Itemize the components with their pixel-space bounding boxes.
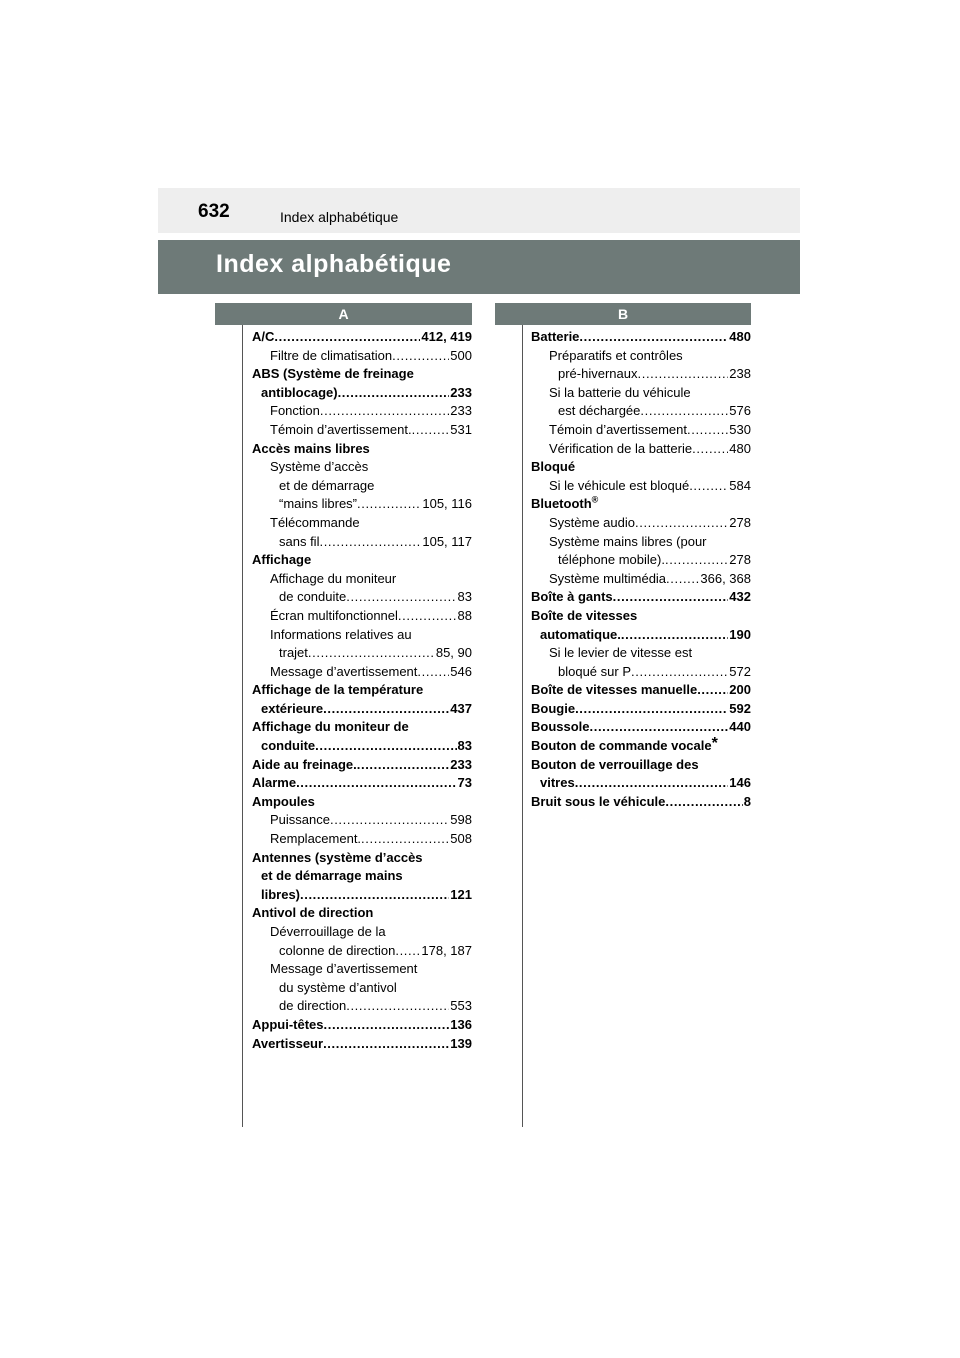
entry-term: Système multimédia [549, 570, 667, 586]
entry-term: Fonction [270, 403, 320, 419]
index-entry [531, 347, 751, 366]
entry-page: 278 [729, 552, 751, 568]
entry-page: 584 [729, 477, 751, 493]
dot-leader [613, 588, 729, 607]
index-entry [531, 328, 751, 347]
index-entry [531, 384, 751, 403]
entry-term: Bruit sous le véhicule [531, 793, 666, 809]
entry-term: Affichage du moniteur de [252, 719, 409, 735]
dot-leader [621, 626, 728, 645]
index-entry [252, 495, 472, 514]
entry-page: 592 [729, 700, 751, 716]
dot-leader [665, 793, 742, 812]
entry-term: de conduite [279, 589, 347, 605]
index-entry [252, 402, 472, 421]
entry-term: Écran multifonctionnel [270, 607, 398, 623]
index-entry [252, 681, 472, 700]
index-entry [531, 570, 751, 589]
entry-term: vitres [540, 775, 575, 791]
index-entry [252, 793, 472, 812]
index-entry [252, 551, 472, 570]
entry-term: bloqué sur P [558, 663, 631, 679]
entry-page: 278 [729, 514, 751, 530]
index-entry [252, 421, 472, 440]
column-divider [522, 325, 523, 1127]
dot-leader [395, 942, 420, 961]
index-entry [531, 607, 751, 626]
entry-page: 83 [457, 738, 472, 754]
entry-page: 200 [729, 682, 751, 698]
dot-leader [330, 811, 449, 830]
entry-page: 598 [450, 812, 472, 828]
entry-term: Bougie [531, 700, 576, 716]
index-entry [531, 644, 751, 663]
index-entry [252, 644, 472, 663]
dot-leader [579, 328, 728, 347]
entry-page: 233 [450, 384, 472, 400]
index-entry [531, 663, 751, 682]
dot-leader [689, 477, 728, 496]
dot-leader [665, 551, 728, 570]
entry-term: Antivol de direction [252, 905, 374, 921]
entry-term: “mains libres” [279, 496, 358, 512]
entry-term: Boîte de vitesses [531, 607, 638, 623]
entry-page: 121 [450, 886, 472, 902]
entry-page: 508 [450, 831, 472, 847]
dot-leader [697, 681, 728, 700]
dot-leader [323, 1035, 449, 1054]
index-column-b [531, 328, 751, 811]
dot-leader [315, 737, 456, 756]
entry-term: Témoin d’avertissement [549, 421, 687, 437]
entry-term: du système d’antivol [279, 979, 397, 995]
dot-leader [692, 440, 728, 459]
index-entry [531, 440, 751, 459]
entry-page: 572 [729, 663, 751, 679]
entry-term: Informations relatives au [270, 626, 412, 642]
index-entry [252, 979, 472, 998]
index-entry [252, 904, 472, 923]
dot-leader [296, 774, 456, 793]
index-entry [531, 774, 751, 793]
index-entry [531, 458, 751, 477]
dot-leader [417, 663, 449, 682]
entry-page: 233 [450, 756, 472, 772]
entry-page: 440 [729, 719, 751, 735]
dot-leader [666, 570, 699, 589]
entry-term: Déverrouillage de la [270, 924, 386, 939]
entry-page: 500 [450, 347, 472, 363]
dot-leader [361, 830, 449, 849]
entry-term: Accès mains libres [252, 440, 370, 456]
index-entry [531, 588, 751, 607]
index-entry [252, 588, 472, 607]
entry-page: 88 [457, 607, 472, 623]
entry-page: 105, 116 [422, 496, 472, 512]
index-entry [531, 793, 751, 812]
entry-term: Bouton de commande vocale* [531, 737, 718, 754]
entry-page: 85, 90 [435, 645, 472, 661]
entry-page: 136 [450, 1016, 472, 1032]
entry-term: Appui-têtes [252, 1016, 324, 1032]
entry-term: Alarme [252, 775, 297, 791]
index-entry [531, 514, 751, 533]
entry-term: Ampoules [252, 793, 315, 809]
entry-page: 233 [450, 403, 472, 419]
entry-term: Témoin d’avertissement. [270, 421, 412, 437]
entry-page: 190 [729, 626, 751, 642]
entry-page: 480 [729, 440, 751, 456]
entry-term: sans fil [279, 533, 320, 549]
index-entry [252, 923, 472, 942]
entry-term: Système mains libres (pour [549, 533, 707, 549]
entry-page: 531 [450, 421, 472, 437]
entry-term: ABS (Système de freinage [252, 366, 414, 382]
index-entry [252, 1016, 472, 1035]
entry-page: 437 [450, 700, 472, 716]
index-entry [252, 1035, 472, 1054]
entry-page: 238 [729, 366, 751, 382]
entry-page: 480 [729, 329, 751, 344]
index-entry [252, 328, 472, 347]
entry-page: 8 [743, 793, 751, 809]
index-entry [252, 347, 472, 366]
dot-leader [398, 607, 457, 626]
index-entry [531, 737, 751, 756]
index-entry [531, 533, 751, 552]
entry-term: Antennes (système d’accès [252, 849, 423, 865]
section-letter-b: B [495, 303, 751, 325]
index-entry [252, 830, 472, 849]
index-column-a [252, 328, 472, 1053]
entry-term: Affichage [252, 552, 312, 568]
column-divider [242, 325, 243, 1127]
index-entry [252, 458, 472, 477]
index-entry [252, 867, 472, 886]
entry-page: 576 [729, 403, 751, 419]
entry-term: Système d’accès [270, 459, 369, 475]
entry-term: est déchargée [558, 403, 641, 419]
dot-leader [635, 514, 728, 533]
index-entry [252, 756, 472, 775]
index-entry [252, 718, 472, 737]
dot-leader [338, 384, 450, 403]
entry-page: 412, 419 [421, 329, 472, 344]
index-entry [252, 626, 472, 645]
dot-leader [324, 1016, 450, 1035]
entry-term: Système audio [549, 514, 635, 530]
dot-leader [575, 774, 729, 793]
running-header: Index alphabétique [280, 209, 399, 225]
entry-term: Télécommande [270, 514, 360, 530]
dot-leader [346, 997, 449, 1016]
entry-term: A/C [252, 329, 275, 344]
dot-leader [357, 756, 450, 775]
dot-leader [412, 421, 450, 440]
entry-term: Aide au freinage. [252, 756, 357, 772]
index-entry [531, 365, 751, 384]
page-number: 632 [198, 201, 230, 222]
entry-term: Si le levier de vitesse est [549, 645, 693, 661]
entry-page: 178, 187 [421, 942, 472, 958]
entry-page: 432 [729, 589, 751, 605]
entry-term: Remplacement. [270, 831, 362, 847]
entry-term: et de démarrage [279, 477, 375, 493]
index-entry [252, 365, 472, 384]
index-entry [531, 495, 751, 514]
dot-leader [300, 886, 449, 905]
entry-term: Bouton de verrouillage des [531, 756, 699, 772]
dot-leader [319, 533, 421, 552]
index-entry [252, 514, 472, 533]
entry-term: colonne de direction [279, 942, 396, 958]
entry-term: Bloqué [531, 459, 576, 475]
entry-term: automatique. [540, 626, 621, 642]
dot-leader [631, 663, 728, 682]
entry-term: conduite [261, 738, 316, 754]
index-entry [252, 384, 472, 403]
entry-term: antiblocage) [261, 384, 338, 400]
index-entry [252, 960, 472, 979]
entry-term: Préparatifs et contrôles [549, 347, 683, 363]
entry-page: 530 [729, 421, 751, 437]
index-entry [531, 421, 751, 440]
index-entry [252, 700, 472, 719]
entry-term: extérieure [261, 700, 324, 716]
index-entry [252, 774, 472, 793]
index-entry [252, 942, 472, 961]
entry-page: 139 [450, 1035, 472, 1051]
entry-page: 105, 117 [422, 533, 472, 549]
entry-term: Vérification de la batterie [549, 440, 693, 456]
index-entry [252, 663, 472, 682]
index-entry [531, 402, 751, 421]
entry-term: Boîte à gants [531, 589, 613, 605]
index-entry [252, 811, 472, 830]
dot-leader [392, 347, 449, 366]
entry-page: 366, 368 [700, 570, 751, 586]
entry-term: Message d’avertissement [270, 663, 418, 679]
index-entry [252, 533, 472, 552]
entry-page: 553 [450, 998, 472, 1014]
index-entry [252, 886, 472, 905]
index-entry [531, 551, 751, 570]
entry-page: 73 [457, 775, 472, 791]
footnote-star: * [711, 737, 718, 753]
index-entry [531, 681, 751, 700]
entry-term: Boîte de vitesses manuelle [531, 682, 698, 698]
entry-page: 83 [457, 589, 472, 605]
index-entry [252, 607, 472, 626]
entry-term: trajet [279, 645, 308, 661]
index-entry [531, 700, 751, 719]
index-entry [531, 477, 751, 496]
index-entry [252, 440, 472, 459]
index-entry [252, 477, 472, 496]
entry-term: Avertisseur [252, 1035, 324, 1051]
index-entry [252, 570, 472, 589]
header-bar [158, 188, 800, 233]
entry-term: de direction [279, 998, 347, 1014]
entry-term: Si le véhicule est bloqué [549, 477, 690, 493]
entry-term: Message d’avertissement [270, 961, 418, 977]
index-entry [252, 997, 472, 1016]
dot-leader [308, 644, 435, 663]
entry-term: téléphone mobile). [558, 552, 665, 568]
dot-leader [346, 588, 456, 607]
entry-term: libres) [261, 886, 301, 902]
index-entry [531, 626, 751, 645]
entry-term: Si la batterie du véhicule [549, 384, 691, 400]
registered-mark: ® [591, 495, 599, 506]
dot-leader [323, 700, 449, 719]
index-entry [531, 718, 751, 737]
dot-leader [687, 421, 728, 440]
dot-leader [357, 495, 421, 514]
section-letter-a: A [215, 303, 472, 325]
entry-term: Affichage du moniteur [270, 570, 397, 586]
entry-term: Bluetooth® [531, 495, 599, 512]
entry-page: 146 [729, 775, 751, 791]
entry-term: Filtre de climatisation [270, 347, 393, 363]
entry-term: pré-hivernaux [558, 366, 638, 382]
entry-term: Batterie [531, 329, 580, 344]
dot-leader [320, 402, 449, 421]
dot-leader [640, 402, 728, 421]
index-entry [252, 849, 472, 868]
index-entry [252, 737, 472, 756]
dot-leader [575, 700, 728, 719]
dot-leader [274, 328, 420, 347]
index-entry [531, 756, 751, 775]
entry-page: 546 [450, 663, 472, 679]
page-title: Index alphabétique [216, 250, 452, 278]
dot-leader [590, 718, 729, 737]
entry-term: et de démarrage mains [261, 868, 403, 884]
entry-term: Puissance [270, 812, 330, 828]
entry-term: Affichage de la température [252, 682, 424, 698]
dot-leader [638, 365, 729, 384]
entry-term: Boussole [531, 719, 590, 735]
